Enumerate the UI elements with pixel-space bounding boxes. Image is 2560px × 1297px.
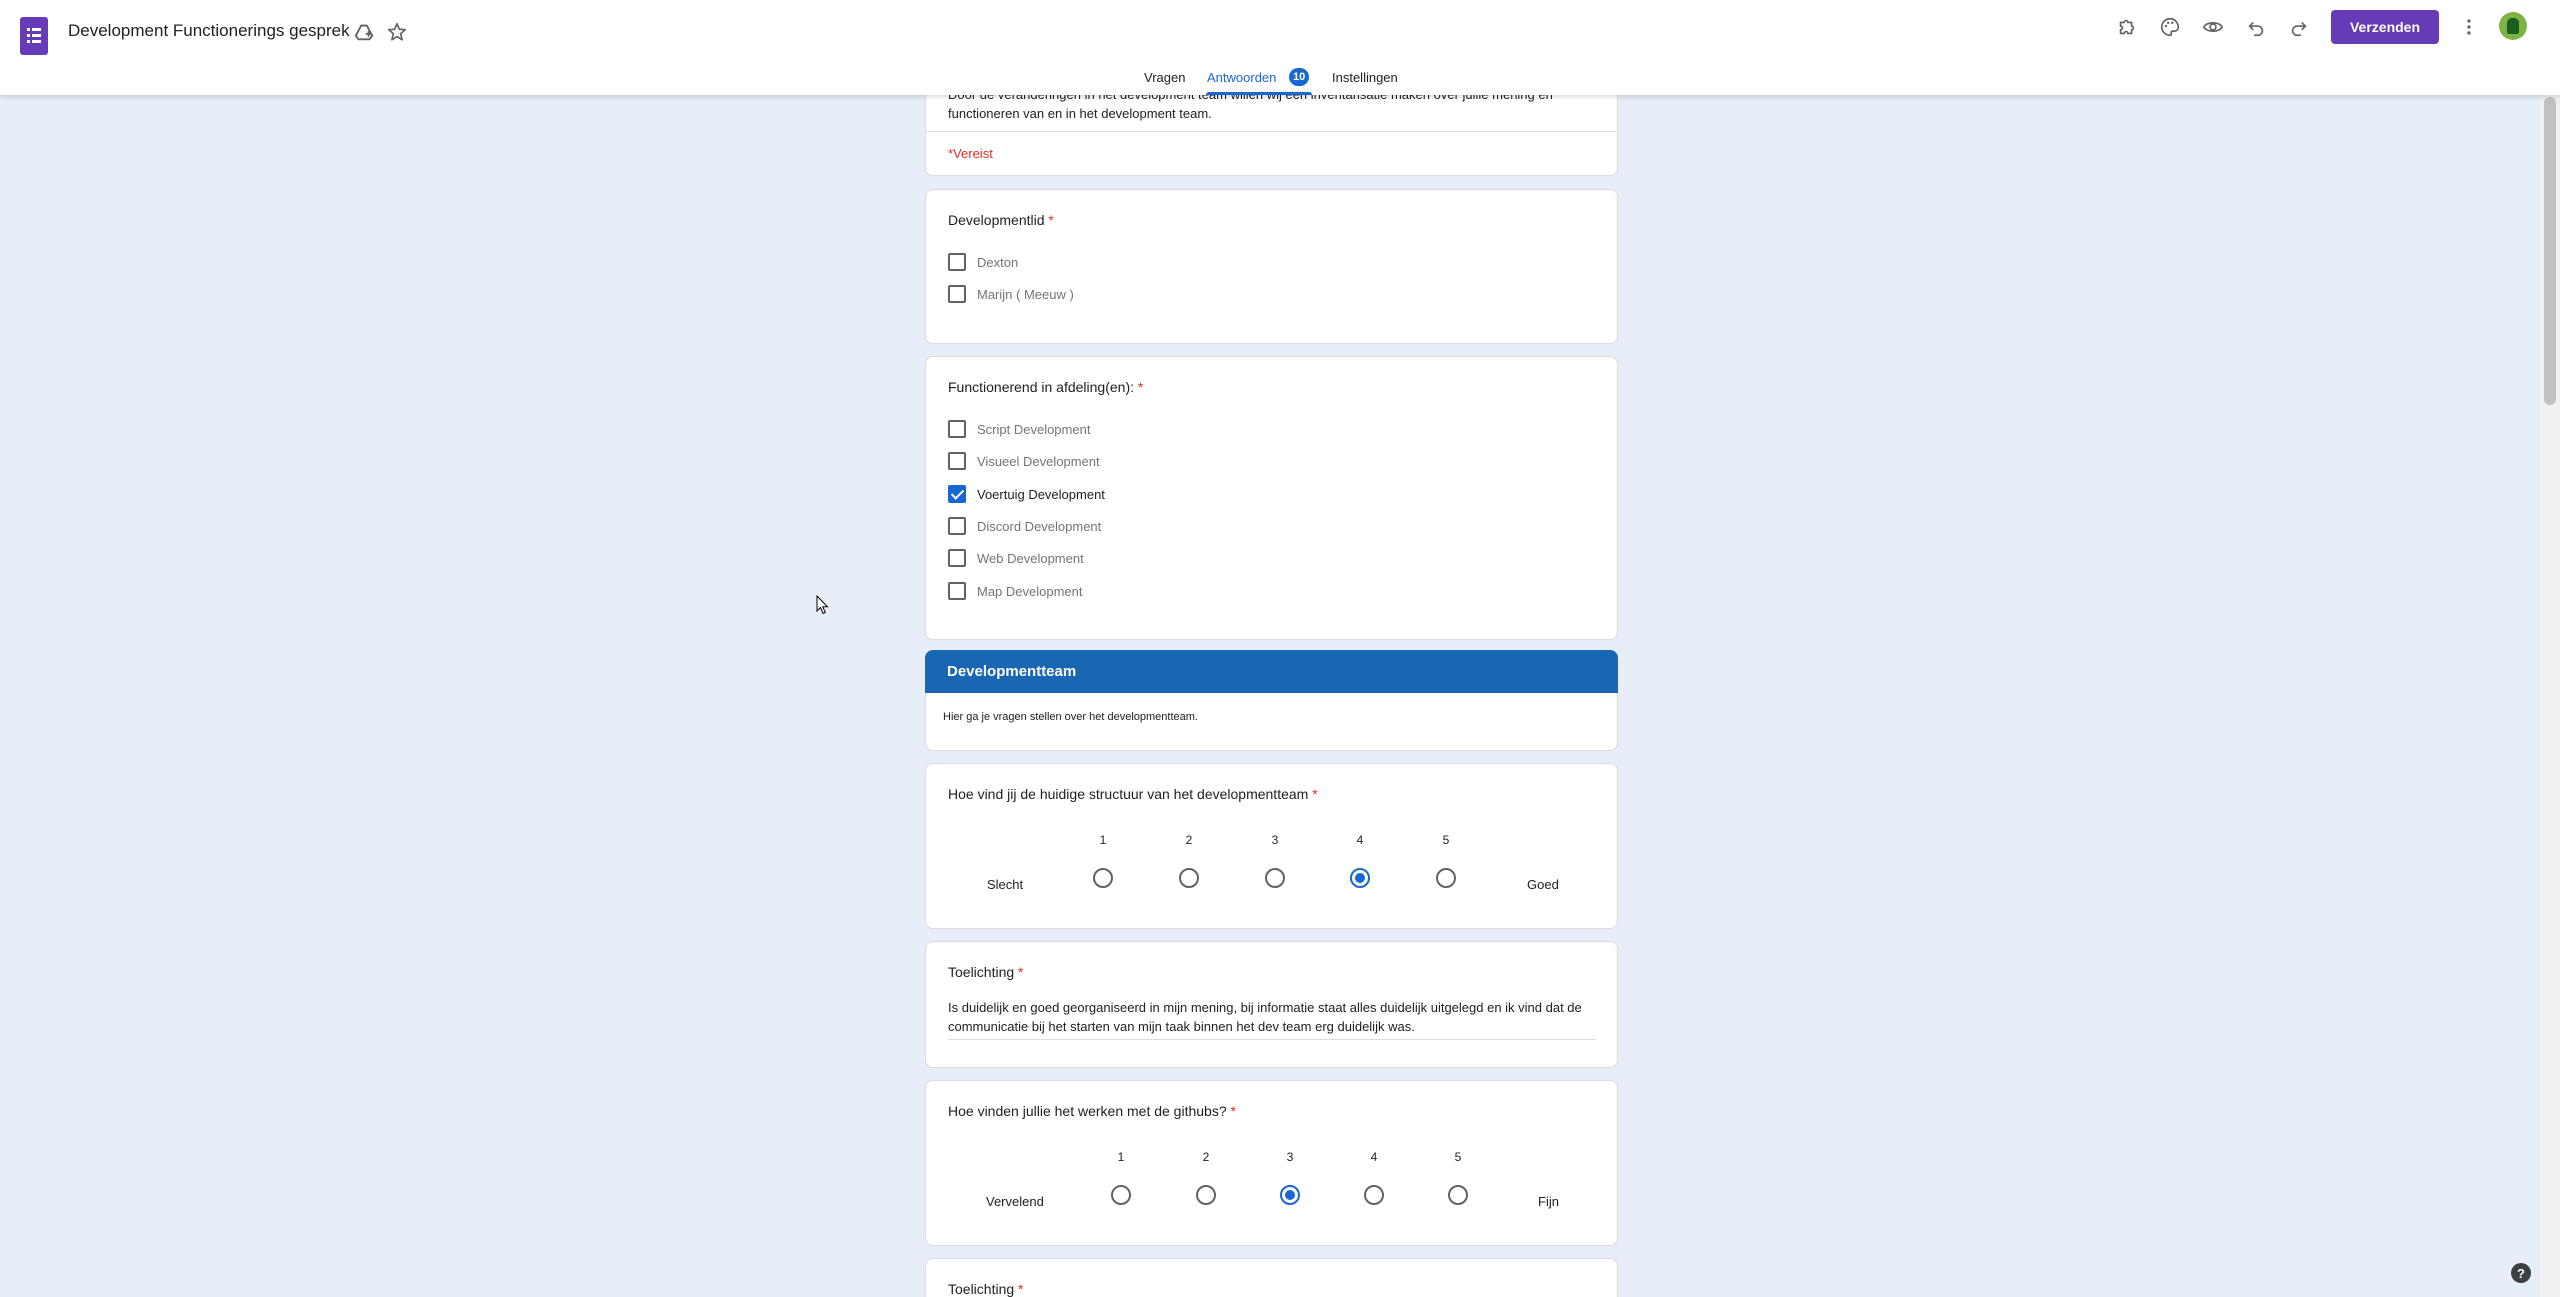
responses-count-badge: 10 — [1289, 68, 1309, 86]
palette-icon[interactable] — [2155, 12, 2185, 42]
tab-responses[interactable]: Antwoorden — [1207, 70, 1277, 85]
question-title: Functionerend in afdeling(en): * — [948, 379, 1144, 395]
question-card-member — [925, 189, 1618, 344]
question-title: Hoe vinden jullie het werken met de githubs? * — [948, 1103, 1236, 1119]
send-button[interactable]: Verzenden — [2331, 10, 2439, 44]
avatar[interactable] — [2499, 12, 2527, 40]
scale-number: 1 — [1117, 1150, 1125, 1164]
checkbox-option-script[interactable]: Script Development — [948, 419, 1090, 439]
addons-icon[interactable] — [2112, 12, 2142, 42]
question-title: Toelichting * — [948, 1281, 1024, 1297]
scale-high-label: Fijn — [1538, 1194, 1559, 1209]
preview-eye-icon[interactable] — [2198, 12, 2228, 42]
scale-low-label: Vervelend — [986, 1194, 1044, 1209]
checkbox-option-discord[interactable]: Discord Development — [948, 516, 1101, 536]
document-title[interactable]: Development Functionerings gesprek — [68, 21, 350, 40]
question-title: Hoe vind jij de huidige structuur van het developmentteam * — [948, 786, 1318, 802]
scale-number: 2 — [1185, 833, 1193, 847]
checkbox-option-visueel[interactable]: Visueel Development — [948, 451, 1100, 471]
undo-icon[interactable] — [2241, 12, 2271, 42]
app-header — [0, 0, 2560, 95]
scale-number: 1 — [1099, 833, 1107, 847]
scale-radio-1[interactable] — [1111, 1185, 1131, 1205]
form-description: functioneren van en in het development team. — [948, 106, 1212, 121]
checkbox[interactable] — [948, 420, 966, 438]
checkbox-option-web[interactable]: Web Development — [948, 548, 1084, 568]
checkbox[interactable] — [948, 452, 966, 470]
scale-number: 5 — [1454, 1150, 1462, 1164]
scale-radio-5[interactable] — [1436, 868, 1456, 888]
question-card-explanation-2 — [925, 1258, 1618, 1297]
active-tab-indicator — [1206, 92, 1312, 95]
star-icon[interactable] — [382, 17, 412, 47]
question-title: Toelichting * — [948, 964, 1024, 980]
checkbox-option-marijn[interactable]: Marijn ( Meeuw ) — [948, 284, 1074, 304]
scrollbar-thumb[interactable] — [2544, 97, 2556, 405]
scale-number: 2 — [1202, 1150, 1210, 1164]
scale-number: 3 — [1286, 1150, 1294, 1164]
tab-questions[interactable]: Vragen — [1144, 70, 1186, 85]
more-options-icon[interactable] — [2454, 12, 2484, 42]
checkbox-option-voertuig[interactable]: Voertuig Development — [948, 484, 1105, 504]
scale-radio-5[interactable] — [1448, 1185, 1468, 1205]
scale-radio-4[interactable] — [1364, 1185, 1384, 1205]
scale-number: 4 — [1370, 1150, 1378, 1164]
tab-bar — [0, 66, 2560, 95]
help-icon[interactable]: ? — [2511, 1263, 2531, 1283]
forms-logo-icon[interactable] — [20, 17, 48, 55]
question-card-structure — [925, 763, 1618, 929]
move-to-drive-icon[interactable] — [349, 17, 379, 47]
page-scrollbar[interactable] — [2540, 95, 2560, 1297]
answer-text: Is duidelijk en goed georganiseerd in mijn mening, bij informatie staat alles duidelijk uitgelegd en ik vind dat de communicatie bij het starten van mijn taak binnen het dev team erg duidelijk was. — [948, 998, 1596, 1040]
checkbox[interactable] — [948, 253, 966, 271]
tab-settings[interactable]: Instellingen — [1332, 70, 1398, 85]
question-title: Developmentlid * — [948, 212, 1054, 228]
scale-radio-2[interactable] — [1196, 1185, 1216, 1205]
scale-radio-2[interactable] — [1179, 868, 1199, 888]
divider — [926, 131, 1617, 132]
redo-icon[interactable] — [2284, 12, 2314, 42]
checkbox[interactable] — [948, 549, 966, 567]
checkbox-checked[interactable] — [948, 485, 966, 503]
scale-number: 3 — [1271, 833, 1279, 847]
checkbox[interactable] — [948, 517, 966, 535]
scale-number: 4 — [1356, 833, 1364, 847]
scale-radio-3[interactable] — [1265, 868, 1285, 888]
question-card-department — [925, 356, 1618, 640]
scale-radio-3-selected[interactable] — [1280, 1185, 1300, 1205]
checkbox-option-map[interactable]: Map Development — [948, 581, 1083, 601]
required-note: *Vereist — [948, 146, 993, 161]
checkbox-option-dexton[interactable]: Dexton — [948, 252, 1018, 272]
checkbox[interactable] — [948, 582, 966, 600]
section-description-card — [925, 693, 1618, 751]
checkbox[interactable] — [948, 285, 966, 303]
question-card-explanation-1 — [925, 941, 1618, 1068]
scale-radio-1[interactable] — [1093, 868, 1113, 888]
mouse-cursor-icon — [816, 595, 830, 615]
section-header: Developmentteam — [925, 650, 1618, 694]
section-description: Hier ga je vragen stellen over het developmentteam. — [943, 711, 1198, 723]
scale-number: 5 — [1442, 833, 1450, 847]
scale-low-label: Slecht — [987, 877, 1024, 892]
question-card-github — [925, 1080, 1618, 1246]
scale-radio-4-selected[interactable] — [1350, 868, 1370, 888]
scale-high-label: Goed — [1527, 877, 1559, 892]
